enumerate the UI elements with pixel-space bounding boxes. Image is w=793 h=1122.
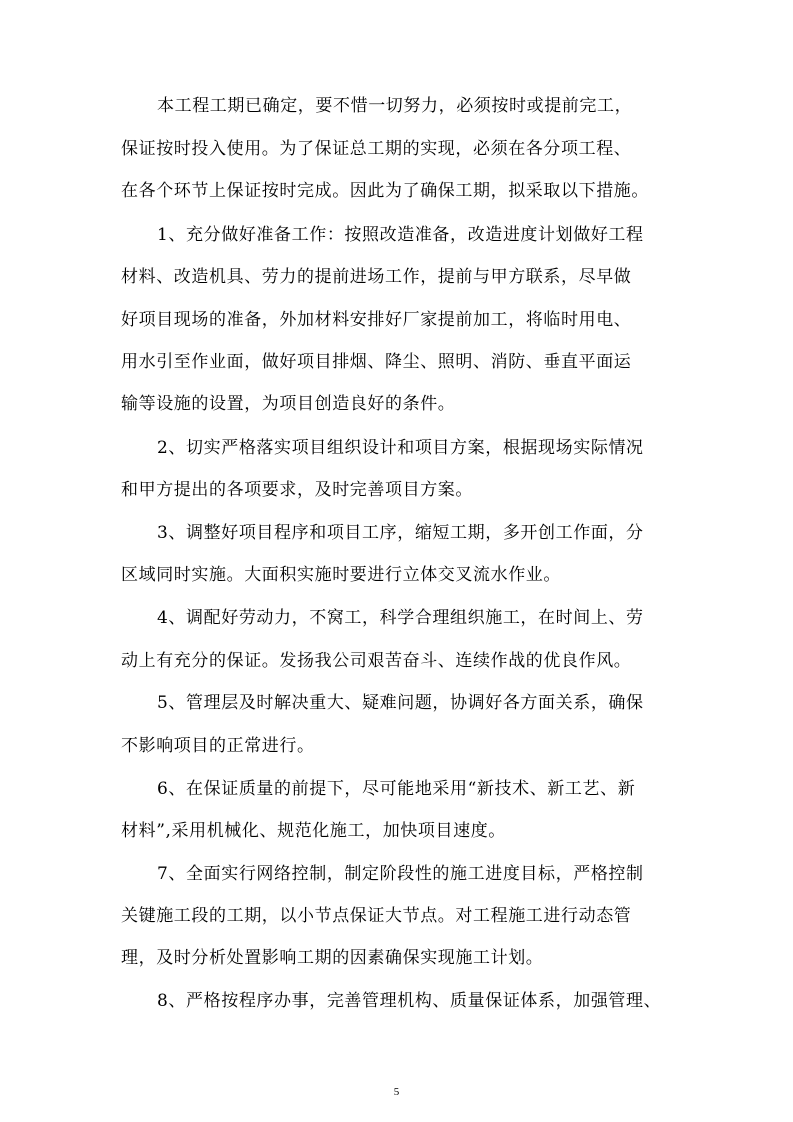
paragraph-2-line-3: 好项目现场的准备，外加材料安排好厂家提前加工，将临时用电、 [121,310,632,330]
paragraph-5-line-2: 动上有充分的保证。发扬我公司艰苦奋斗、连续作战的优良作风。 [121,651,632,671]
paragraph-2-line-1: 1、充分做好准备工作：按照改造准备，改造进度计划做好工程 [157,225,644,245]
paragraph-2-line-2: 材料、改造机具、劳力的提前进场工作，提前与甲方联系，尽早做 [121,267,632,287]
paragraph-8-line-1: 7、全面实行网络控制，制定阶段性的施工进度目标，严格控制 [157,864,644,884]
paragraph-2-line-5: 输等设施的设置，为项目创造良好的条件。 [121,394,456,414]
paragraph-6-line-1: 5、管理层及时解决重大、疑难问题，协调好各方面关系，确保 [157,693,644,713]
paragraph-9-line-1: 8、严格按程序办事，完善管理机构、质量保证体系，加强管理、 [157,991,662,1011]
page-number: 5 [393,1086,400,1098]
paragraph-4-line-1: 3、调整好项目程序和项目工序，缩短工期，多开创工作面，分 [157,523,644,543]
paragraph-5-line-1: 4、调配好劳动力，不窝工，科学合理组织施工，在时间上、劳 [157,608,644,628]
paragraph-3-line-2: 和甲方提出的各项要求，及时完善项目方案。 [121,480,473,500]
paragraph-7-line-2: 材料”,采用机械化、规范化施工，加快项目速度。 [121,821,506,841]
paragraph-8-line-2: 关键施工段的工期，以小节点保证大节点。对工程施工进行动态管 [121,906,632,926]
paragraph-3-line-1: 2、切实严格落实项目组织设计和项目方案，根据现场实际情况 [157,438,644,458]
paragraph-1-line-2: 保证按时投入使用。为了保证总工期的实现，必须在各分项工程、 [121,139,632,159]
paragraph-6-line-2: 不影响项目的正常进行。 [121,736,315,756]
paragraph-2-line-4: 用水引至作业面，做好项目排烟、降尘、照明、消防、垂直平面运 [121,352,632,372]
paragraph-1-line-3: 在各个环节上保证按时完成。因此为了确保工期，拟采取以下措施。 [121,181,649,201]
paragraph-4-line-2: 区域同时实施。大面积实施时要进行立体交叉流水作业。 [121,565,561,585]
paragraph-7-line-1: 6、在保证质量的前提下，尽可能地采用“新技术、新工艺、新 [157,779,636,799]
paragraph-1-line-1: 本工程工期已确定，要不惜一切努力，必须按时或提前完工， [157,96,633,116]
paragraph-8-line-3: 理，及时分析处置影响工期的因素确保实现施工计划。 [121,948,544,968]
